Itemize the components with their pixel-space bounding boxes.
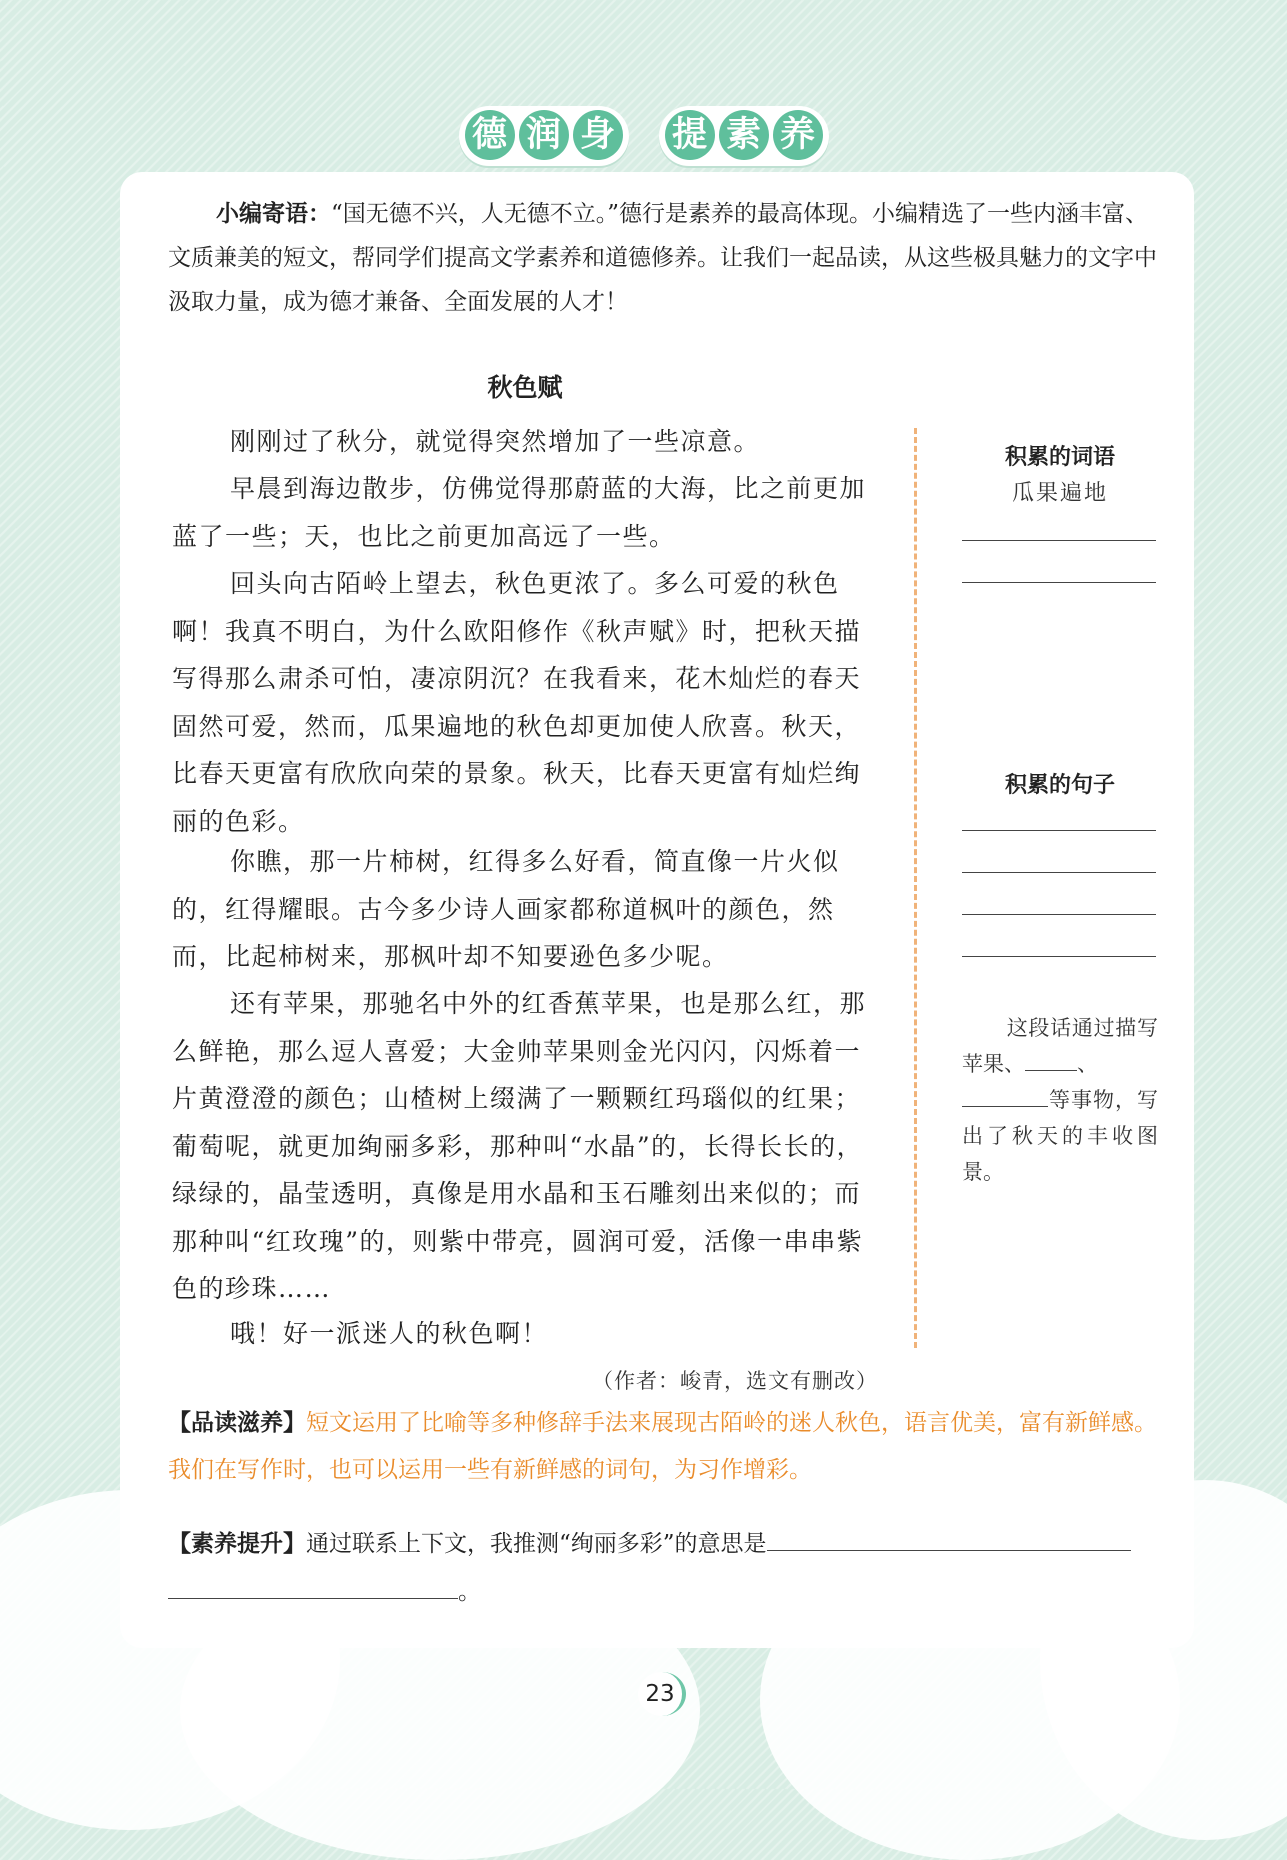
- banner-char: 提: [665, 110, 715, 160]
- side-exercise-text: 这段话通过描写苹果、: [962, 1016, 1158, 1076]
- sentence-blank-line[interactable]: [962, 914, 1156, 915]
- banner-char: 身: [573, 110, 623, 160]
- banner-char: 德: [465, 110, 515, 160]
- appreciation-label: 【品读滋养】: [168, 1410, 306, 1436]
- essay-paragraph: 刚刚过了秋分，就觉得突然增加了一些凉意。: [230, 427, 761, 456]
- editor-note-label: 小编寄语：: [216, 201, 331, 227]
- banner-char: 养: [773, 110, 823, 160]
- appreciation-section: [168, 1400, 1158, 1494]
- essay-paragraph: 你瞧，那一片柿树，红得多么好看，简直像一片火似的，红得耀眼。古今多少诗人画家都称道枫叶的颜色，然而，比起柿树来，那枫叶却不知要逊色多少呢。: [172, 847, 840, 971]
- task-text: 通过联系上下文，我推测“绚丽多彩”的意思是: [306, 1531, 767, 1557]
- author-credit: （作者：峻青，选文有删改）: [592, 1368, 878, 1393]
- sentence-blank-line[interactable]: [962, 956, 1156, 957]
- sentences-title: 积累的句子: [1004, 773, 1115, 798]
- page-number: 23: [638, 1672, 686, 1716]
- side-exercise: [962, 1010, 1158, 1190]
- collected-word: 瓜果遍地: [1011, 481, 1108, 506]
- essay-paragraph: [172, 1310, 878, 1405]
- dashed-divider: [914, 428, 917, 1348]
- words-title: 积累的词语: [1004, 445, 1115, 470]
- section-banner: [0, 106, 1287, 166]
- sentence-blank-line[interactable]: [962, 830, 1156, 831]
- appreciation-text: 短文运用了比喻等多种修辞手法来展现古陌岭的迷人秋色，语言优美，富有新鲜感。我们在写作时，也可以运用一些有新鲜感的词句，为习作增彩。: [168, 1410, 1157, 1483]
- banner-pill-right: [659, 106, 829, 166]
- essay-title: 秋色赋: [487, 373, 563, 402]
- answer-blank[interactable]: [168, 1598, 458, 1599]
- essay-paragraph: [172, 980, 878, 1313]
- essay-paragraph: 回头向古陌岭上望去，秋色更浓了。多么可爱的秋色啊！我真不明白，为什么欧阳修作《秋声赋》时，把秋天描写得那么肃杀可怕，凄凉阴沉？在我看来，花木灿烂的春天固然可爱，然而，瓜果遍地的秋色却更加使人欣喜。秋天，比春天更富有欣欣向荣的景象。秋天，比春天更富有灿烂绚丽的色彩。: [172, 569, 862, 836]
- side-exercise-text: 等事物，写出了秋天的丰收图景。: [962, 1088, 1158, 1184]
- sentence-blank-line[interactable]: [962, 872, 1156, 873]
- word-blank-line[interactable]: [962, 582, 1156, 583]
- side-exercise-text: 、: [1077, 1052, 1098, 1076]
- essay-text: 还有苹果，那驰名中外的红香蕉苹果，也是那么红，那么鲜艳，那么逗人喜爱；大金帅苹果则金光闪闪，闪烁着一片黄澄澄的颜色；山楂树上缀满了一颗颗红玛瑙似的红果；葡萄呢，就更加: [172, 989, 867, 1161]
- emphasized-phrase: 绚丽多彩 • • • •: [358, 1132, 464, 1161]
- essay-text: ，那种叫“水晶”的，长得长长的，绿绿的，晶莹透明，真像是用水晶和玉石雕刻出来似的；而那种叫“红玫瑰”的，则紫中带亮，圆润可爱，活像一串串紫色的珍珠……: [172, 1131, 864, 1303]
- word-blank-line[interactable]: [962, 540, 1156, 541]
- banner-char: 素: [719, 110, 769, 160]
- editor-note-text: “国无德不兴，人无德不立。”德行是素养的最高体现。小编精选了一些内涵丰富、文质兼美的短文，帮同学们提高文学素养和道德修养。让我们一起品读，从这些极具魅力的文字中汲取力量，成为德才兼备、全面发展的人才！: [168, 201, 1157, 315]
- editor-note: [168, 192, 1158, 324]
- essay-paragraph: 早晨到海边散步，仿佛觉得那蔚蓝的大海，比之前更加蓝了一些；天，也比之前更加高远了一些。: [172, 474, 867, 551]
- banner-pill-left: [459, 106, 629, 166]
- task-label: 【素养提升】: [168, 1531, 306, 1557]
- task-section: [168, 1520, 1158, 1616]
- essay-text: 哦！好一派迷人的秋色啊！: [230, 1319, 549, 1348]
- answer-blank[interactable]: [767, 1550, 1131, 1551]
- answer-blank[interactable]: [962, 1106, 1048, 1107]
- answer-blank[interactable]: [1025, 1070, 1077, 1071]
- banner-char: 润: [519, 110, 569, 160]
- task-end: 。: [458, 1579, 481, 1605]
